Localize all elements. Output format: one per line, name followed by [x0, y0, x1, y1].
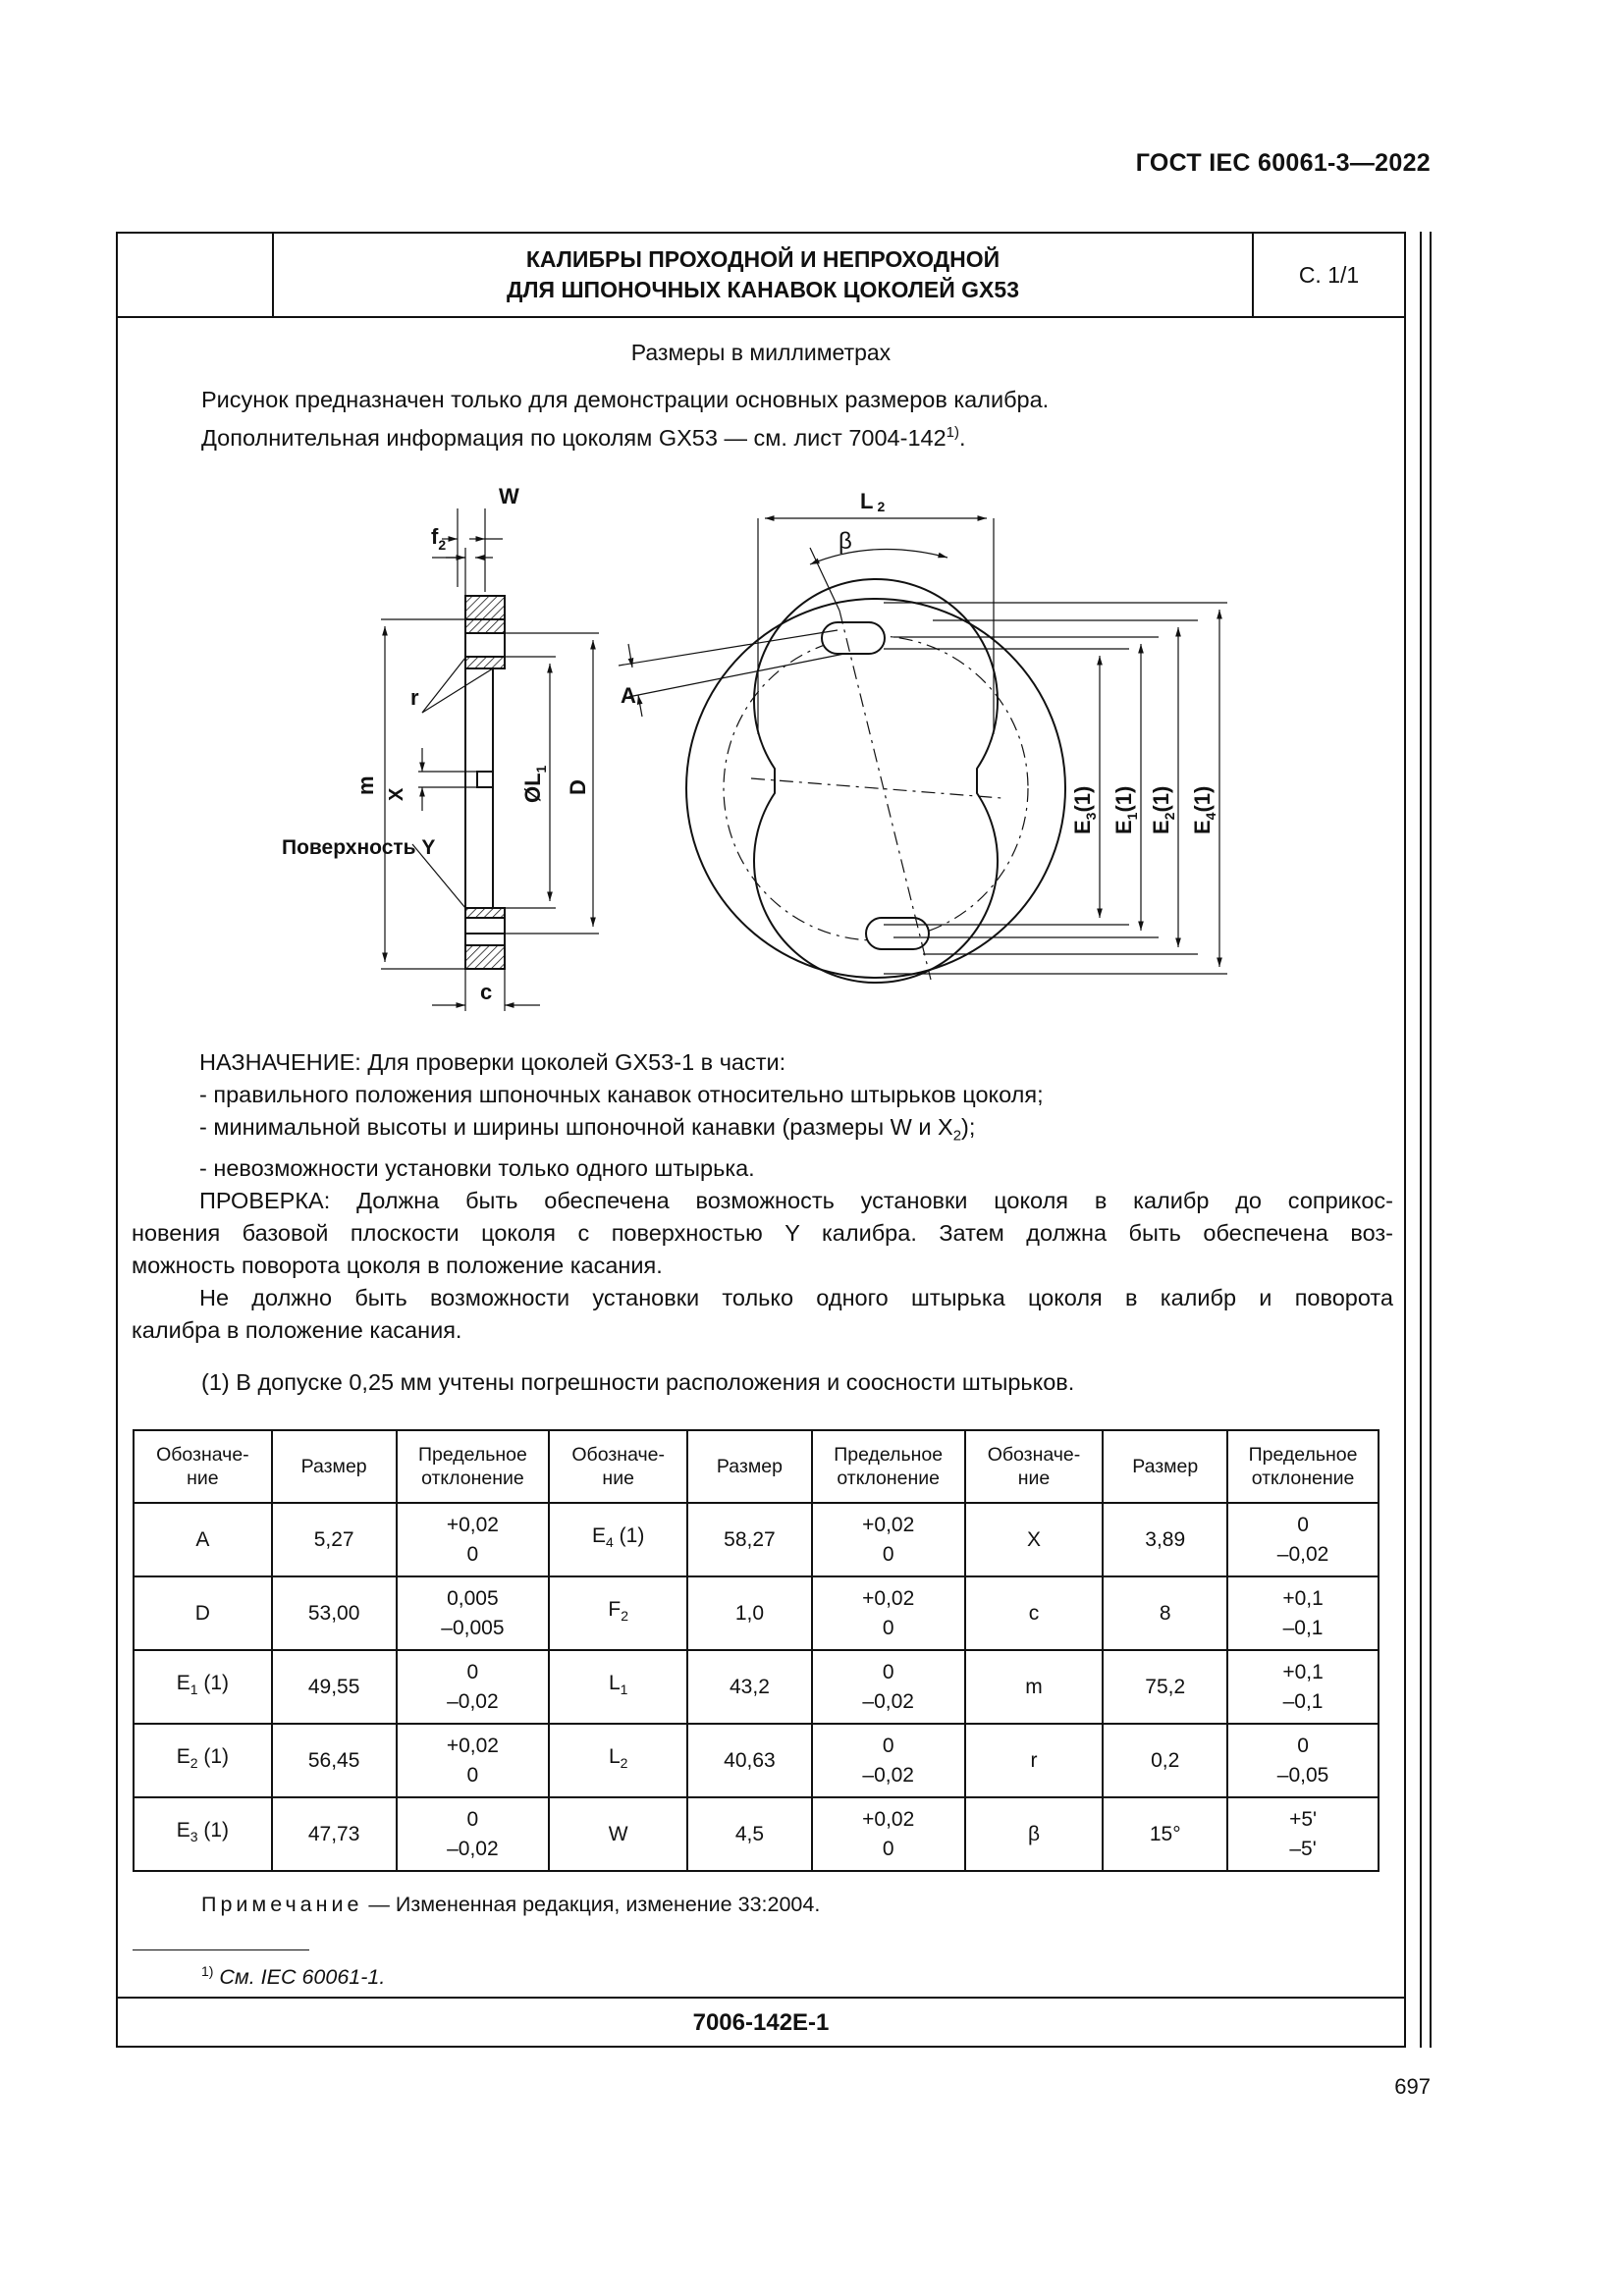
size-cell: 43,2	[687, 1650, 812, 1724]
designation-cell: $E_1$ (1)	[134, 1650, 272, 1724]
paragraph-line: Не должно быть возможности установки только одного штырька цоколя в калибр и поворота	[199, 1284, 1393, 1310]
column-header: Размер	[1103, 1430, 1227, 1503]
title-line: ДЛЯ ШПОНОЧНЫХ КАНАВОК ЦОКОЛЕЙ GX53	[507, 277, 1019, 302]
margin-line	[1420, 232, 1422, 2048]
size-cell: 56,45	[272, 1724, 397, 1797]
tolerance-cell: +0,02 0	[812, 1797, 965, 1871]
label-A: A	[621, 683, 636, 708]
designation-cell: $L_1$	[549, 1650, 687, 1724]
designation-cell: $E_3$ (1)	[134, 1797, 272, 1871]
note: Примечание — Измененная редакция, изменение 33:2004.	[201, 1893, 821, 1916]
table-row	[134, 1724, 1379, 1797]
column-header: Размер	[272, 1430, 397, 1503]
sheet-frame	[116, 232, 1406, 2048]
column-header: Обозначе- ние	[965, 1430, 1104, 1503]
tolerance-cell: +0,02 0	[397, 1724, 550, 1797]
section-hatch	[465, 596, 505, 619]
sheet-code: 7006-142E-1	[118, 1997, 1404, 2048]
intro-line: Дополнительная информация по цоколям GX53 — см. лист 7004-142$^{1)}$.	[201, 424, 966, 451]
purpose-line: - правильного положения шпоночных канавок относительно штырьков цоколя;	[199, 1082, 1044, 1107]
designation-cell: $E_2$ (1)	[134, 1724, 272, 1797]
tolerance-cell: +0,1 –0,1	[1227, 1650, 1379, 1724]
label-m: m	[353, 775, 378, 795]
side-view-labels	[282, 484, 590, 1004]
title-line: КАЛИБРЫ ПРОХОДНОЙ И НЕПРОХОДНОЙ	[525, 246, 1001, 272]
size-cell: 0,2	[1103, 1724, 1227, 1797]
units-note: Размеры в миллиметрах	[630, 340, 892, 365]
designation-cell: c	[965, 1576, 1104, 1650]
tolerance-cell: +5' –5'	[1227, 1797, 1379, 1871]
section-hatch	[465, 945, 505, 969]
tolerance-cell: 0 –0,02	[812, 1650, 965, 1724]
label-X: X	[386, 787, 407, 801]
purpose-section	[132, 1046, 1393, 1347]
size-cell: 40,63	[687, 1724, 812, 1797]
label-phiL1: $ØL_1$	[520, 765, 549, 803]
check-line: ПРОВЕРКА: Должна быть обеспечена возможность установки цоколя в калибр до соприкос-	[199, 1187, 1393, 1213]
size-cell: 53,00	[272, 1576, 397, 1650]
table-row	[134, 1576, 1379, 1650]
label-r: r	[410, 685, 419, 710]
intro-line: Рисунок предназначен только для демонстрации основных размеров калибра.	[201, 387, 1050, 412]
table-row	[134, 1797, 1379, 1871]
tolerance-cell: +0,02 0	[812, 1576, 965, 1650]
size-cell: 49,55	[272, 1650, 397, 1724]
page-number: 697	[1394, 2074, 1431, 2099]
tolerance-cell: +0,1 –0,1	[1227, 1576, 1379, 1650]
designation-cell: $F_2$	[549, 1576, 687, 1650]
size-cell: 4,5	[687, 1797, 812, 1871]
label-surface-Y: Поверхность Y	[282, 836, 436, 859]
label-E3: $E_3(1)$	[1070, 785, 1099, 834]
label-W: W	[499, 484, 519, 508]
label-f2: $f_2$	[431, 524, 447, 553]
label-L2: L 2	[860, 489, 886, 514]
column-header: Предельное отклонение	[1227, 1430, 1379, 1503]
table-row	[134, 1503, 1379, 1576]
size-cell: 1,0	[687, 1576, 812, 1650]
keyway-slot	[822, 622, 885, 654]
check-line: новения базовой плоскости цоколя с поверхностью Y калибра. Затем должна быть обеспечена воз-	[132, 1219, 1393, 1246]
designation-cell: r	[965, 1724, 1104, 1797]
purpose-line: - минимальной высоты и ширины шпоночной канавки (размеры W и $X_2$);	[199, 1114, 976, 1145]
column-header: Обозначе- ние	[549, 1430, 687, 1503]
dimensions-table	[133, 1429, 1380, 1872]
label-D: D	[566, 779, 590, 795]
front-view-labels	[621, 489, 1218, 834]
gauge-drawing	[118, 234, 1404, 1048]
column-header: Предельное отклонение	[397, 1430, 550, 1503]
designation-cell: D	[134, 1576, 272, 1650]
tolerance-cell: 0 –0,02	[397, 1650, 550, 1724]
designation-cell: $L_2$	[549, 1724, 687, 1797]
size-cell: 58,27	[687, 1503, 812, 1576]
label-c: c	[480, 980, 493, 1004]
designation-cell: β	[965, 1797, 1104, 1871]
tolerance-cell: +0,02 0	[397, 1503, 550, 1576]
section-hatch	[465, 619, 505, 633]
check-line: можность поворота цоколя в положение касания.	[132, 1252, 663, 1278]
sheet-page: С. 1/1	[1298, 261, 1360, 288]
table-row	[134, 1650, 1379, 1724]
label-beta: β	[839, 528, 852, 555]
designation-cell: $E_4$ (1)	[549, 1503, 687, 1576]
tolerance-footnote: (1) В допуске 0,25 мм учтены погрешности расположения и соосности штырьков.	[201, 1369, 1075, 1395]
section-hatch	[465, 657, 505, 668]
front-view	[686, 579, 1065, 983]
size-cell: 75,2	[1103, 1650, 1227, 1724]
keyway-slot	[866, 918, 929, 949]
designation-cell: A	[134, 1503, 272, 1576]
tolerance-cell: 0 –0,02	[397, 1797, 550, 1871]
footnote: $^{1)}$ См. IEC 60061-1.	[201, 1963, 386, 1990]
designation-cell: X	[965, 1503, 1104, 1576]
size-cell: 47,73	[272, 1797, 397, 1871]
section-hatch	[465, 908, 505, 918]
label-E4: $E_4(1)$	[1190, 785, 1218, 834]
standard-header: ГОСТ IEC 60061-3—2022	[1135, 149, 1431, 177]
designation-cell: W	[549, 1797, 687, 1871]
size-cell: 5,27	[272, 1503, 397, 1576]
tolerance-cell: 0 –0,05	[1227, 1724, 1379, 1797]
size-cell: 15°	[1103, 1797, 1227, 1871]
size-cell: 8	[1103, 1576, 1227, 1650]
paragraph-line: калибра в положение касания.	[132, 1316, 462, 1343]
label-E1: $E_1(1)$	[1111, 785, 1140, 834]
label-E2: $E_2(1)$	[1149, 785, 1177, 834]
table-header-row	[134, 1430, 1379, 1503]
column-header: Обозначе- ние	[134, 1430, 272, 1503]
footnote-mark: 1)	[946, 424, 959, 441]
tolerance-cell: +0,02 0	[812, 1503, 965, 1576]
tolerance-cell: 0 –0,02	[812, 1724, 965, 1797]
designation-cell: m	[965, 1650, 1104, 1724]
tolerance-cell: 0 –0,02	[1227, 1503, 1379, 1576]
tolerance-cell: 0,005 –0,005	[397, 1576, 550, 1650]
purpose-line: - невозможности установки только одного штырька.	[199, 1154, 755, 1181]
margin-line	[1430, 232, 1432, 2048]
column-header: Размер	[687, 1430, 812, 1503]
footnote-rule	[133, 1949, 309, 1950]
size-cell: 3,89	[1103, 1503, 1227, 1576]
column-header: Предельное отклонение	[812, 1430, 965, 1503]
purpose-line: НАЗНАЧЕНИЕ: Для проверки цоколей GX53-1 в части:	[199, 1049, 786, 1075]
side-section-view	[465, 596, 505, 969]
